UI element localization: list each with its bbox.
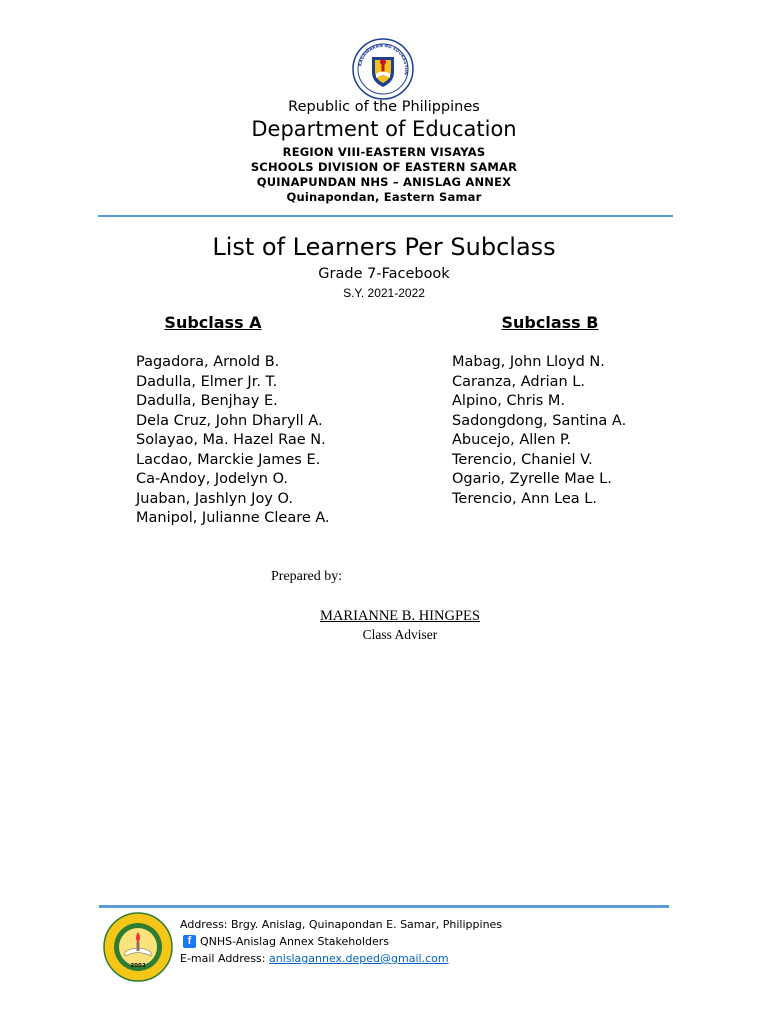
- list-item: Sadongdong, Santina A.: [452, 412, 627, 429]
- list-item: Solayao, Ma. Hazel Rae N.: [136, 432, 326, 448]
- footer-facebook: [183, 935, 389, 948]
- list-item: Pagadora, Arnold B.: [136, 354, 280, 370]
- list-item: Juaban, Jashlyn Joy O.: [136, 490, 293, 507]
- seal-ring-text: KAGAWARAN NG EDUKASYON: [358, 43, 409, 76]
- list-item: Terencio, Ann Lea L.: [452, 490, 597, 507]
- facebook-page-name: QNHS-Anislag Annex Stakeholders: [200, 935, 390, 948]
- footer-address: Address: Brgy. Anislag, Quinapondan E. Samar, Philippines: [180, 918, 503, 931]
- list-item: Mabag, John Lloyd N.: [452, 354, 605, 370]
- footer-divider: [99, 905, 669, 908]
- school-line: QUINAPUNDAN NHS – ANISLAG ANNEX: [256, 175, 512, 189]
- school-logo: [103, 912, 173, 982]
- logo-year: 2002: [130, 963, 146, 969]
- grade-section: Grade 7-Facebook: [318, 266, 450, 282]
- list-item: Abucejo, Allen P.: [452, 432, 572, 448]
- department-heading: Department of Education: [251, 117, 517, 141]
- list-item: Terencio, Chaniel V.: [452, 451, 593, 468]
- list-item: Dadulla, Elmer Jr. T.: [136, 373, 278, 390]
- header-divider: [98, 215, 673, 217]
- facebook-icon: f: [183, 935, 196, 948]
- list-item: Manipol, Julianne Cleare A.: [136, 510, 330, 526]
- footer-email: [180, 952, 449, 965]
- email-label: E-mail Address:: [180, 952, 269, 965]
- subclass-b-heading: Subclass B: [501, 313, 599, 332]
- division-line: SCHOOLS DIVISION OF EASTERN SAMAR: [250, 160, 518, 174]
- subclass-a-list: [136, 353, 330, 529]
- subclass-b-list: [452, 353, 626, 509]
- list-item: Dadulla, Benjhay E.: [136, 393, 278, 409]
- republic-heading: Republic of the Philippines: [288, 99, 480, 115]
- list-item: Ca-Andoy, Jodelyn O.: [136, 471, 289, 487]
- document-title: List of Learners Per Subclass: [212, 233, 556, 261]
- adviser-title: Class Adviser: [362, 627, 438, 642]
- deped-seal-logo: [352, 38, 414, 100]
- list-item: Ogario, Zyrelle Mae L.: [452, 471, 612, 487]
- adviser-name: MARIANNE B. HINGPES: [320, 608, 480, 624]
- list-item: Caranza, Adrian L.: [452, 373, 585, 390]
- subclass-a-heading: Subclass A: [164, 313, 262, 332]
- list-item: Alpino, Chris M.: [452, 393, 566, 409]
- list-item: Lacdao, Marckie James E.: [136, 451, 321, 468]
- school-year: S.Y. 2021-2022: [343, 286, 425, 300]
- location-line: Quinapondan, Eastern Samar: [286, 190, 482, 204]
- region-line: REGION VIII-EASTERN VISAYAS: [282, 145, 486, 159]
- prepared-by-label: Prepared by:: [271, 569, 343, 584]
- email-link[interactable]: anislagannex.deped@gmail.com: [269, 952, 449, 965]
- list-item: Dela Cruz, John Dharyll A.: [136, 412, 323, 429]
